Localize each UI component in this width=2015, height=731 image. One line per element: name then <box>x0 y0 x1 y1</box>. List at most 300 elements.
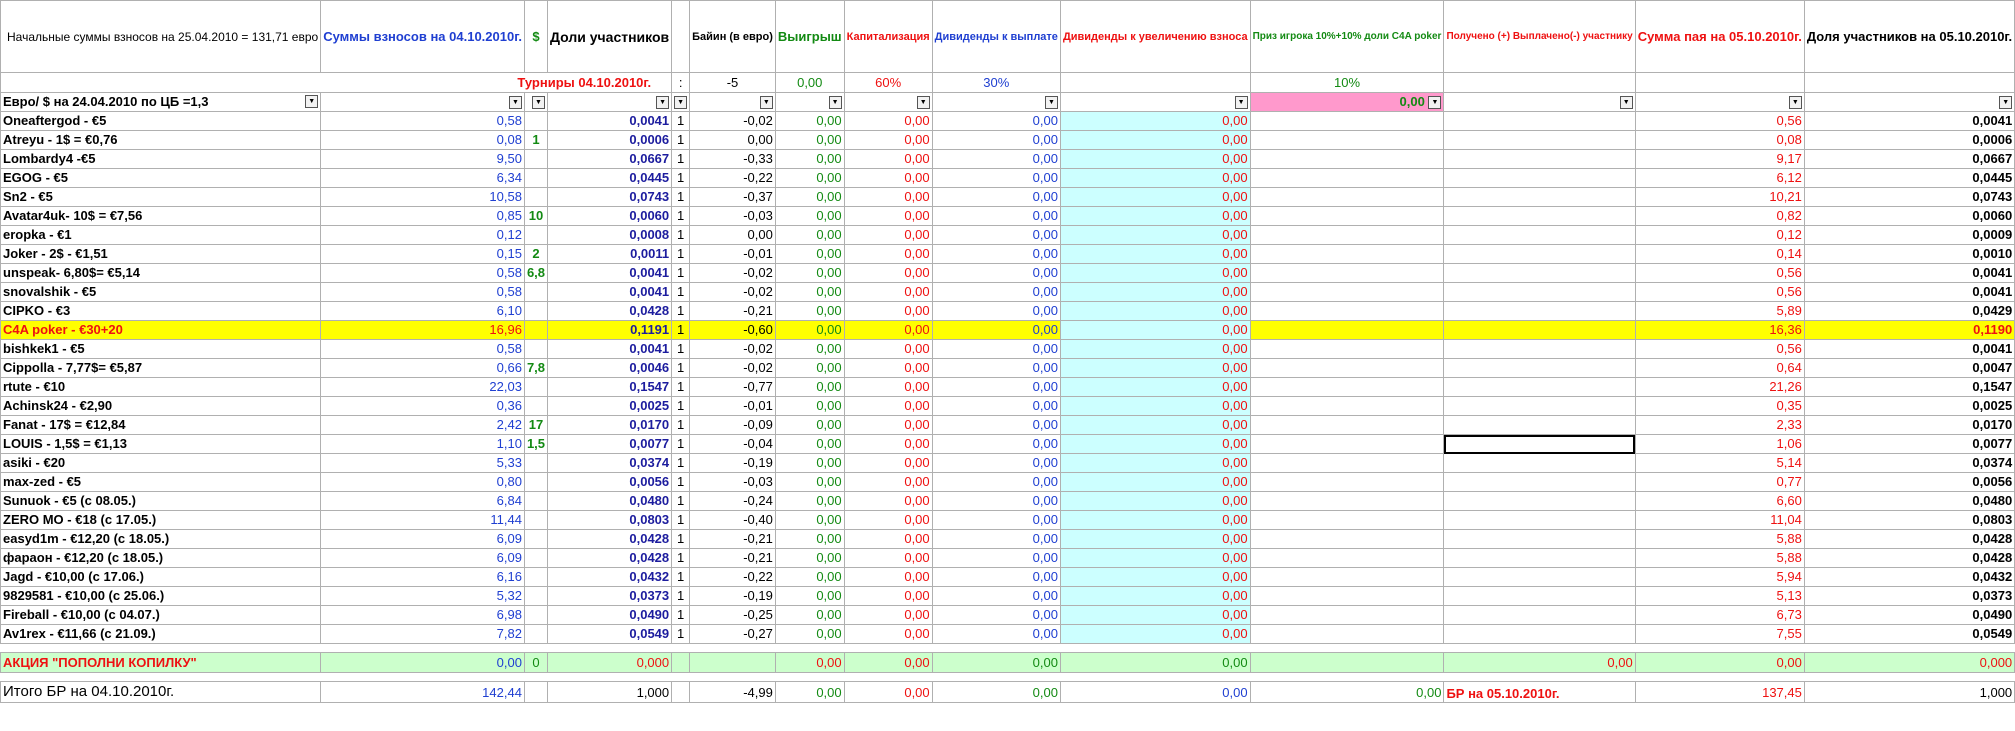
cell-win[interactable]: 0,00 <box>775 587 844 606</box>
cell-cap[interactable]: 0,00 <box>844 530 932 549</box>
cell-empty[interactable] <box>1444 321 1635 340</box>
cell-div[interactable]: 0,00 <box>932 549 1060 568</box>
cell-n[interactable]: 1 <box>672 340 690 359</box>
cell-share2[interactable]: 0,0429 <box>1804 302 2014 321</box>
cell-share[interactable]: 0,0445 <box>548 169 672 188</box>
cell-name[interactable]: rtute - €10 <box>1 378 321 397</box>
cell-share[interactable]: 0,0428 <box>548 302 672 321</box>
cell-share[interactable]: 0,0803 <box>548 511 672 530</box>
cell-sum[interactable]: 5,32 <box>321 587 525 606</box>
cell-sum[interactable]: 7,82 <box>321 625 525 644</box>
cell-sumdue[interactable]: 1,06 <box>1635 435 1804 454</box>
filter-dropdown-icon[interactable]: ▼ <box>656 96 669 109</box>
cell-cap[interactable]: 0,00 <box>844 378 932 397</box>
cell-n[interactable]: 1 <box>672 359 690 378</box>
cell-share2[interactable]: 0,0170 <box>1804 416 2014 435</box>
cell-sum[interactable]: 0,58 <box>321 264 525 283</box>
cell-sum[interactable]: 0,58 <box>321 340 525 359</box>
cell-share[interactable]: 0,0041 <box>548 283 672 302</box>
cell-share[interactable]: 0,0490 <box>548 606 672 625</box>
cell-usd[interactable] <box>524 568 547 587</box>
cell-empty[interactable] <box>1444 188 1635 207</box>
cell-name[interactable]: Av1rex - €11,66 (с 21.09.) <box>1 625 321 644</box>
filter-dropdown-icon[interactable]: ▼ <box>1235 96 1248 109</box>
cell-div[interactable]: 0,00 <box>932 416 1060 435</box>
cell-name[interactable]: unspeak- 6,80$= €5,14 <box>1 264 321 283</box>
cell-divinc[interactable]: 0,00 <box>1060 587 1250 606</box>
cell-share2[interactable]: 0,0041 <box>1804 283 2014 302</box>
cell-sumdue[interactable]: 0,56 <box>1635 283 1804 302</box>
cell-empty[interactable] <box>1250 378 1444 397</box>
cell-win[interactable]: 0,00 <box>775 568 844 587</box>
cell-win[interactable]: 0,00 <box>775 264 844 283</box>
table-row[interactable] <box>1 302 2015 321</box>
cell-share[interactable]: 0,0374 <box>548 454 672 473</box>
cell-sumdue[interactable]: 21,26 <box>1635 378 1804 397</box>
cell-share[interactable]: 0,0008 <box>548 226 672 245</box>
cell-usd[interactable] <box>524 454 547 473</box>
cell-n[interactable]: 1 <box>672 131 690 150</box>
table-row[interactable] <box>1 530 2015 549</box>
cell-buyin[interactable]: -0,02 <box>690 283 776 302</box>
cell-n[interactable]: 1 <box>672 530 690 549</box>
cell-share2[interactable]: 0,0041 <box>1804 340 2014 359</box>
cell-usd[interactable]: 1,5 <box>524 435 547 454</box>
cell-share2[interactable]: 0,0432 <box>1804 568 2014 587</box>
cell-sumdue[interactable]: 0,56 <box>1635 112 1804 131</box>
cell-share[interactable]: 0,0480 <box>548 492 672 511</box>
cell-sumdue[interactable]: 0,35 <box>1635 397 1804 416</box>
cell-name[interactable]: snovalshik - €5 <box>1 283 321 302</box>
filter-dropdown-icon[interactable]: ▼ <box>917 96 930 109</box>
cell-share[interactable]: 0,0056 <box>548 473 672 492</box>
cell-win[interactable]: 0,00 <box>775 169 844 188</box>
cell-sum[interactable]: 1,10 <box>321 435 525 454</box>
cell-empty[interactable] <box>1444 511 1635 530</box>
cell-sum[interactable]: 5,33 <box>321 454 525 473</box>
cell-share[interactable]: 0,0046 <box>548 359 672 378</box>
cell-sumdue[interactable]: 5,94 <box>1635 568 1804 587</box>
filter-dropdown-icon[interactable]: ▼ <box>1428 96 1441 109</box>
cell-usd[interactable] <box>524 378 547 397</box>
cell-cap[interactable]: 0,00 <box>844 549 932 568</box>
cell-divinc[interactable]: 0,00 <box>1060 321 1250 340</box>
cell-empty[interactable] <box>1250 226 1444 245</box>
filter-dropdown-icon[interactable]: ▼ <box>674 96 687 109</box>
cell-n[interactable]: 1 <box>672 587 690 606</box>
cell-divinc[interactable]: 0,00 <box>1060 378 1250 397</box>
filter-dropdown-icon[interactable]: ▼ <box>1045 96 1058 109</box>
cell-div[interactable]: 0,00 <box>932 302 1060 321</box>
cell-share2[interactable]: 0,0428 <box>1804 530 2014 549</box>
table-row[interactable] <box>1 397 2015 416</box>
cell-empty[interactable] <box>1250 606 1444 625</box>
cell-cap[interactable]: 0,00 <box>844 226 932 245</box>
table-row[interactable] <box>1 568 2015 587</box>
cell-div[interactable]: 0,00 <box>932 207 1060 226</box>
cell-divinc[interactable]: 0,00 <box>1060 207 1250 226</box>
cell-share2[interactable]: 0,1547 <box>1804 378 2014 397</box>
cell-usd[interactable] <box>524 530 547 549</box>
cell-share[interactable]: 0,1191 <box>548 321 672 340</box>
cell-empty[interactable] <box>1444 454 1635 473</box>
cell-buyin[interactable]: -0,02 <box>690 340 776 359</box>
cell-cap[interactable]: 0,00 <box>844 397 932 416</box>
cell-buyin[interactable]: -0,19 <box>690 454 776 473</box>
cell-cap[interactable]: 0,00 <box>844 131 932 150</box>
cell-divinc[interactable]: 0,00 <box>1060 568 1250 587</box>
cell-sum[interactable]: 6,09 <box>321 549 525 568</box>
filter-dropdown-icon[interactable]: ▼ <box>829 96 842 109</box>
cell-divinc[interactable]: 0,00 <box>1060 112 1250 131</box>
cell-sum[interactable]: 0,15 <box>321 245 525 264</box>
cell-name[interactable]: Avatar4uk- 10$ = €7,56 <box>1 207 321 226</box>
cell-sum[interactable]: 16,96 <box>321 321 525 340</box>
cell-n[interactable]: 1 <box>672 378 690 397</box>
cell-sumdue[interactable]: 2,33 <box>1635 416 1804 435</box>
cell-win[interactable]: 0,00 <box>775 511 844 530</box>
cell-win[interactable]: 0,00 <box>775 397 844 416</box>
cell-buyin[interactable]: -0,37 <box>690 188 776 207</box>
cell-sum[interactable]: 9,50 <box>321 150 525 169</box>
cell-n[interactable]: 1 <box>672 321 690 340</box>
cell-n[interactable]: 1 <box>672 435 690 454</box>
cell-share2[interactable]: 0,0006 <box>1804 131 2014 150</box>
cell-share2[interactable]: 0,0009 <box>1804 226 2014 245</box>
cell-buyin[interactable]: -0,03 <box>690 207 776 226</box>
cell-name[interactable]: Achinsk24 - €2,90 <box>1 397 321 416</box>
cell-n[interactable]: 1 <box>672 112 690 131</box>
cell-sumdue[interactable]: 5,14 <box>1635 454 1804 473</box>
cell-win[interactable]: 0,00 <box>775 302 844 321</box>
cell-name[interactable]: EGOG - €5 <box>1 169 321 188</box>
cell-usd[interactable] <box>524 321 547 340</box>
cell-div[interactable]: 0,00 <box>932 625 1060 644</box>
cell-divinc[interactable]: 0,00 <box>1060 264 1250 283</box>
cell-win[interactable]: 0,00 <box>775 150 844 169</box>
cell-div[interactable]: 0,00 <box>932 169 1060 188</box>
filter-dropdown-icon[interactable]: ▼ <box>1999 96 2012 109</box>
cell-win[interactable]: 0,00 <box>775 321 844 340</box>
cell-divinc[interactable]: 0,00 <box>1060 473 1250 492</box>
cell-sumdue[interactable]: 0,64 <box>1635 359 1804 378</box>
cell-cap[interactable]: 0,00 <box>844 606 932 625</box>
cell-n[interactable]: 1 <box>672 511 690 530</box>
cell-cap[interactable]: 0,00 <box>844 283 932 302</box>
cell-share2[interactable]: 0,0445 <box>1804 169 2014 188</box>
cell-name[interactable]: фараон - €12,20 (с 18.05.) <box>1 549 321 568</box>
cell-usd[interactable] <box>524 169 547 188</box>
cell-share[interactable]: 0,0428 <box>548 530 672 549</box>
cell-empty[interactable] <box>1444 245 1635 264</box>
cell-empty[interactable] <box>1444 226 1635 245</box>
cell-share2[interactable]: 0,0490 <box>1804 606 2014 625</box>
table-row[interactable] <box>1 112 2015 131</box>
table-row[interactable] <box>1 150 2015 169</box>
cell-div[interactable]: 0,00 <box>932 131 1060 150</box>
cell-name[interactable]: Lombardy4 -€5 <box>1 150 321 169</box>
cell-share2[interactable]: 0,0667 <box>1804 150 2014 169</box>
cell-buyin[interactable]: 0,00 <box>690 131 776 150</box>
cell-win[interactable]: 0,00 <box>775 606 844 625</box>
table-row[interactable] <box>1 207 2015 226</box>
cell-empty[interactable] <box>1444 264 1635 283</box>
cell-empty[interactable] <box>1444 207 1635 226</box>
cell-empty[interactable] <box>1250 492 1444 511</box>
cell-div[interactable]: 0,00 <box>932 454 1060 473</box>
cell-win[interactable]: 0,00 <box>775 188 844 207</box>
cell-empty[interactable] <box>1250 302 1444 321</box>
cell-usd[interactable] <box>524 226 547 245</box>
cell-name[interactable]: easyd1m - €12,20 (с 18.05.) <box>1 530 321 549</box>
cell-empty[interactable] <box>1250 435 1444 454</box>
table-row[interactable] <box>1 245 2015 264</box>
cell-sumdue[interactable]: 0,12 <box>1635 226 1804 245</box>
cell-empty[interactable] <box>1444 340 1635 359</box>
cell-div[interactable]: 0,00 <box>932 606 1060 625</box>
table-row[interactable] <box>1 435 2015 454</box>
cell-empty[interactable] <box>1250 264 1444 283</box>
cell-name[interactable]: C4A poker - €30+20 <box>1 321 321 340</box>
table-row[interactable] <box>1 492 2015 511</box>
filter-dropdown-icon[interactable]: ▼ <box>1620 96 1633 109</box>
cell-sumdue[interactable]: 9,17 <box>1635 150 1804 169</box>
cell-empty[interactable] <box>1444 530 1635 549</box>
cell-sum[interactable]: 6,16 <box>321 568 525 587</box>
cell-sum[interactable]: 22,03 <box>321 378 525 397</box>
cell-sum[interactable]: 2,42 <box>321 416 525 435</box>
cell-n[interactable]: 1 <box>672 606 690 625</box>
cell-empty[interactable] <box>1250 169 1444 188</box>
cell-usd[interactable] <box>524 625 547 644</box>
cell-empty[interactable] <box>1444 473 1635 492</box>
cell-usd[interactable] <box>524 283 547 302</box>
table-row[interactable] <box>1 169 2015 188</box>
cell-share2[interactable]: 0,0549 <box>1804 625 2014 644</box>
cell-usd[interactable] <box>524 511 547 530</box>
cell-name[interactable]: LOUIS - 1,5$ = €1,13 <box>1 435 321 454</box>
cell-win[interactable]: 0,00 <box>775 473 844 492</box>
cell-cap[interactable]: 0,00 <box>844 169 932 188</box>
table-row[interactable] <box>1 416 2015 435</box>
cell-div[interactable]: 0,00 <box>932 568 1060 587</box>
cell-sumdue[interactable]: 5,13 <box>1635 587 1804 606</box>
cell-sumdue[interactable]: 0,56 <box>1635 264 1804 283</box>
table-row[interactable] <box>1 454 2015 473</box>
cell-divinc[interactable]: 0,00 <box>1060 302 1250 321</box>
cell-divinc[interactable]: 0,00 <box>1060 606 1250 625</box>
cell-empty[interactable] <box>1250 150 1444 169</box>
cell-buyin[interactable]: -0,22 <box>690 169 776 188</box>
cell-div[interactable]: 0,00 <box>932 473 1060 492</box>
cell-usd[interactable] <box>524 606 547 625</box>
cell-empty[interactable] <box>1250 568 1444 587</box>
cell-cap[interactable]: 0,00 <box>844 264 932 283</box>
cell-usd[interactable]: 7,8 <box>524 359 547 378</box>
cell-sum[interactable]: 6,10 <box>321 302 525 321</box>
cell-empty[interactable] <box>1250 340 1444 359</box>
cell-empty[interactable] <box>1444 435 1635 454</box>
cell-n[interactable]: 1 <box>672 302 690 321</box>
cell-divinc[interactable]: 0,00 <box>1060 245 1250 264</box>
cell-cap[interactable]: 0,00 <box>844 568 932 587</box>
cell-share[interactable]: 0,0025 <box>548 397 672 416</box>
table-row[interactable] <box>1 359 2015 378</box>
cell-divinc[interactable]: 0,00 <box>1060 131 1250 150</box>
cell-buyin[interactable]: -0,09 <box>690 416 776 435</box>
cell-empty[interactable] <box>1250 283 1444 302</box>
cell-share2[interactable]: 0,0428 <box>1804 549 2014 568</box>
cell-sumdue[interactable]: 5,88 <box>1635 549 1804 568</box>
cell-cap[interactable]: 0,00 <box>844 473 932 492</box>
cell-div[interactable]: 0,00 <box>932 530 1060 549</box>
cell-sumdue[interactable]: 5,88 <box>1635 530 1804 549</box>
cell-share[interactable]: 0,0432 <box>548 568 672 587</box>
cell-win[interactable]: 0,00 <box>775 378 844 397</box>
cell-buyin[interactable]: -0,01 <box>690 245 776 264</box>
cell-empty[interactable] <box>1444 302 1635 321</box>
cell-empty[interactable] <box>1444 150 1635 169</box>
cell-usd[interactable] <box>524 587 547 606</box>
cell-buyin[interactable]: -0,02 <box>690 264 776 283</box>
cell-win[interactable]: 0,00 <box>775 435 844 454</box>
cell-n[interactable]: 1 <box>672 549 690 568</box>
cell-empty[interactable] <box>1444 112 1635 131</box>
cell-div[interactable]: 0,00 <box>932 264 1060 283</box>
cell-buyin[interactable]: -0,25 <box>690 606 776 625</box>
table-row[interactable] <box>1 188 2015 207</box>
cell-usd[interactable]: 1 <box>524 131 547 150</box>
cell-share2[interactable]: 0,0743 <box>1804 188 2014 207</box>
cell-share[interactable]: 0,0041 <box>548 340 672 359</box>
cell-buyin[interactable]: -0,02 <box>690 359 776 378</box>
cell-empty[interactable] <box>1444 625 1635 644</box>
cell-empty[interactable] <box>1250 511 1444 530</box>
cell-div[interactable]: 0,00 <box>932 435 1060 454</box>
cell-divinc[interactable]: 0,00 <box>1060 625 1250 644</box>
cell-sum[interactable]: 0,12 <box>321 226 525 245</box>
cell-share[interactable]: 0,0060 <box>548 207 672 226</box>
cell-div[interactable]: 0,00 <box>932 359 1060 378</box>
cell-divinc[interactable]: 0,00 <box>1060 549 1250 568</box>
cell-n[interactable]: 1 <box>672 625 690 644</box>
cell-n[interactable]: 1 <box>672 226 690 245</box>
table-row[interactable] <box>1 321 2015 340</box>
cell-divinc[interactable]: 0,00 <box>1060 454 1250 473</box>
table-row[interactable] <box>1 549 2015 568</box>
cell-divinc[interactable]: 0,00 <box>1060 340 1250 359</box>
cell-share2[interactable]: 0,0041 <box>1804 264 2014 283</box>
cell-usd[interactable]: 2 <box>524 245 547 264</box>
cell-n[interactable]: 1 <box>672 207 690 226</box>
cell-buyin[interactable]: -0,03 <box>690 473 776 492</box>
cell-usd[interactable] <box>524 492 547 511</box>
cell-div[interactable]: 0,00 <box>932 492 1060 511</box>
cell-div[interactable]: 0,00 <box>932 150 1060 169</box>
cell-sumdue[interactable]: 16,36 <box>1635 321 1804 340</box>
cell-name[interactable]: Fanat - 17$ = €12,84 <box>1 416 321 435</box>
cell-share[interactable]: 0,1547 <box>548 378 672 397</box>
cell-empty[interactable] <box>1250 625 1444 644</box>
cell-sumdue[interactable]: 0,56 <box>1635 340 1804 359</box>
filter-dropdown-icon[interactable]: ▼ <box>760 96 773 109</box>
cell-sumdue[interactable]: 6,60 <box>1635 492 1804 511</box>
cell-buyin[interactable]: -0,21 <box>690 549 776 568</box>
cell-empty[interactable] <box>1250 454 1444 473</box>
cell-name[interactable]: asiki - €20 <box>1 454 321 473</box>
cell-n[interactable]: 1 <box>672 169 690 188</box>
cell-n[interactable]: 1 <box>672 283 690 302</box>
cell-div[interactable]: 0,00 <box>932 511 1060 530</box>
cell-sumdue[interactable]: 0,14 <box>1635 245 1804 264</box>
cell-share2[interactable]: 0,0056 <box>1804 473 2014 492</box>
cell-name[interactable]: Oneaftergod - €5 <box>1 112 321 131</box>
cell-win[interactable]: 0,00 <box>775 340 844 359</box>
cell-divinc[interactable]: 0,00 <box>1060 511 1250 530</box>
cell-divinc[interactable]: 0,00 <box>1060 169 1250 188</box>
cell-empty[interactable] <box>1444 549 1635 568</box>
cell-share[interactable]: 0,0549 <box>548 625 672 644</box>
cell-div[interactable]: 0,00 <box>932 321 1060 340</box>
cell-share[interactable]: 0,0077 <box>548 435 672 454</box>
cell-name[interactable]: bishkek1 - €5 <box>1 340 321 359</box>
cell-div[interactable]: 0,00 <box>932 226 1060 245</box>
cell-empty[interactable] <box>1444 416 1635 435</box>
cell-share2[interactable]: 0,0010 <box>1804 245 2014 264</box>
cell-win[interactable]: 0,00 <box>775 207 844 226</box>
cell-sumdue[interactable]: 0,82 <box>1635 207 1804 226</box>
cell-usd[interactable] <box>524 473 547 492</box>
cell-sum[interactable]: 0,08 <box>321 131 525 150</box>
cell-win[interactable]: 0,00 <box>775 549 844 568</box>
cell-cap[interactable]: 0,00 <box>844 302 932 321</box>
cell-sumdue[interactable]: 6,73 <box>1635 606 1804 625</box>
cell-divinc[interactable]: 0,00 <box>1060 283 1250 302</box>
cell-empty[interactable] <box>1444 359 1635 378</box>
table-row[interactable] <box>1 283 2015 302</box>
cell-win[interactable]: 0,00 <box>775 112 844 131</box>
cell-usd[interactable] <box>524 340 547 359</box>
cell-share2[interactable]: 0,1190 <box>1804 321 2014 340</box>
cell-sumdue[interactable]: 11,04 <box>1635 511 1804 530</box>
cell-div[interactable]: 0,00 <box>932 283 1060 302</box>
table-row[interactable] <box>1 131 2015 150</box>
filter-dropdown-icon[interactable]: ▼ <box>509 96 522 109</box>
cell-sum[interactable]: 6,34 <box>321 169 525 188</box>
cell-empty[interactable] <box>1250 549 1444 568</box>
cell-sumdue[interactable]: 7,55 <box>1635 625 1804 644</box>
cell-buyin[interactable]: -0,60 <box>690 321 776 340</box>
cell-empty[interactable] <box>1444 378 1635 397</box>
cell-share[interactable]: 0,0041 <box>548 264 672 283</box>
cell-divinc[interactable]: 0,00 <box>1060 226 1250 245</box>
cell-div[interactable]: 0,00 <box>932 245 1060 264</box>
cell-divinc[interactable]: 0,00 <box>1060 435 1250 454</box>
cell-name[interactable]: Fireball - €10,00 (с 04.07.) <box>1 606 321 625</box>
cell-name[interactable]: CIPKO - €3 <box>1 302 321 321</box>
cell-usd[interactable]: 10 <box>524 207 547 226</box>
cell-sum[interactable]: 6,09 <box>321 530 525 549</box>
cell-empty[interactable] <box>1250 131 1444 150</box>
cell-win[interactable]: 0,00 <box>775 131 844 150</box>
cell-buyin[interactable]: -0,19 <box>690 587 776 606</box>
cell-share2[interactable]: 0,0041 <box>1804 112 2014 131</box>
cell-empty[interactable] <box>1250 416 1444 435</box>
filter-dropdown-icon[interactable]: ▼ <box>1789 96 1802 109</box>
cell-cap[interactable]: 0,00 <box>844 625 932 644</box>
cell-empty[interactable] <box>1444 568 1635 587</box>
cell-sum[interactable]: 11,44 <box>321 511 525 530</box>
